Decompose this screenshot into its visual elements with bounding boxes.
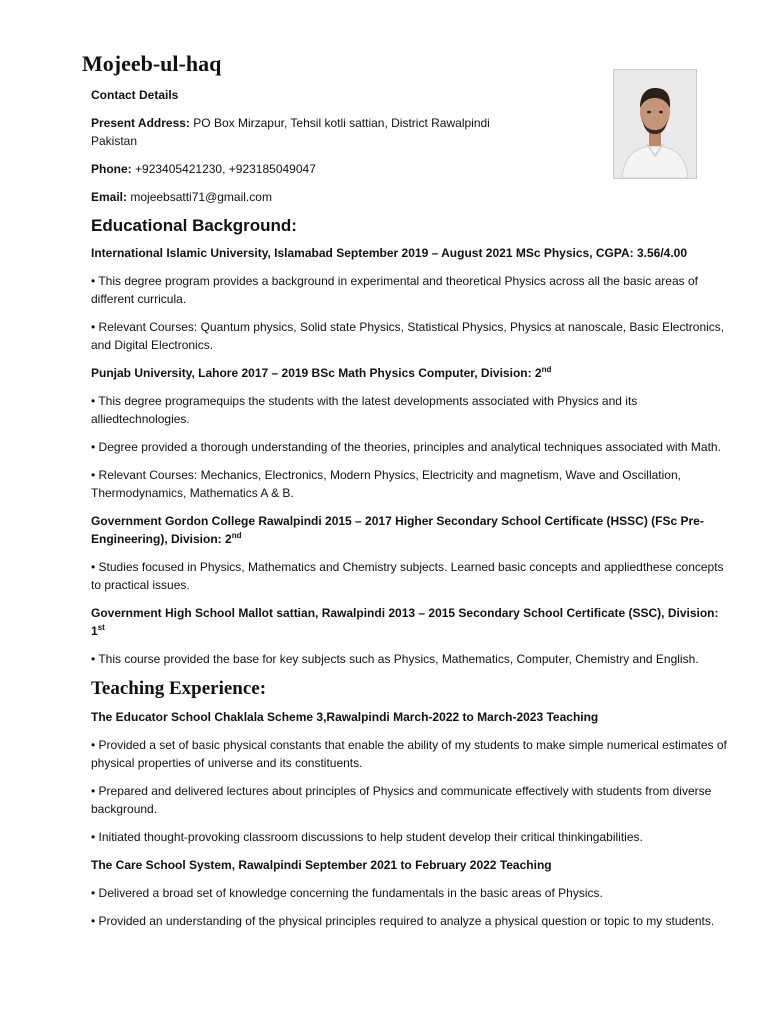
education-entry-title: International Islamic University, Islamabad September 2019 – August 2021 MSc Physics, CGPA: 3.56/4.00 (91, 246, 688, 260)
phone-line (91, 160, 731, 178)
education-heading: Educational Background: (91, 216, 297, 235)
education-bullet: • Relevant Courses: Quantum physics, Solid state Physics, Statistical Physics, Physics at nanoscale, Basic Electronics, and Digital Electronics. (91, 320, 725, 352)
education-bullet: • This degree program provides a background in experimental and theoretical Physics across all the basic areas of different curricula. (91, 274, 698, 306)
address-line (91, 114, 521, 150)
email-line (91, 188, 731, 206)
education-entry-title: Punjab University, Lahore 2017 – 2019 BSc Math Physics Computer, Division: 2nd (91, 365, 552, 380)
teaching-entry-title: The Educator School Chaklala Scheme 3,Rawalpindi March-2022 to March-2023 Teaching (91, 710, 599, 724)
contact-heading: Contact Details (91, 88, 179, 102)
education-bullet: • Relevant Courses: Mechanics, Electronics, Modern Physics, Electricity and magnetism, Wave and Oscillation, Thermodynamics, Mathematics A & B. (91, 468, 681, 500)
candidate-name: Mojeeb-ul-haq (82, 51, 222, 76)
email-value: mojeebsatti71@gmail.com (130, 190, 272, 204)
teaching-bullet: • Prepared and delivered lectures about principles of Physics and communicate effectively with students from diverse background. (91, 784, 712, 816)
teaching-bullet: • Provided an understanding of the physical principles required to analyze a physical question or topic to my students. (91, 914, 715, 928)
phone-label: Phone: (91, 162, 132, 176)
teaching-entry-title: The Care School System, Rawalpindi September 2021 to February 2022 Teaching (91, 858, 552, 872)
address-value: PO Box Mirzapur, Tehsil kotli sattian, District Rawalpindi Pakistan (91, 116, 490, 148)
address-label: Present Address: (91, 116, 190, 130)
education-bullet: • This degree programequips the students with the latest developments associated with Physics and its alliedtechnologies. (91, 394, 638, 426)
email-label: Email: (91, 190, 128, 204)
education-bullet: • Degree provided a thorough understanding of the theories, principles and analytical techniques associated with Math. (91, 440, 721, 454)
education-entry-title: Government Gordon College Rawalpindi 2015 – 2017 Higher Secondary School Certificate (HSSC) (FSc Pre-Engineering), Division: 2nd (91, 514, 704, 546)
teaching-heading: Teaching Experience: (91, 678, 267, 699)
teaching-bullet: • Provided a set of basic physical constants that enable the ability of my students to make simple numerical estimates of physical properties of universe and its constituents. (91, 738, 727, 770)
education-bullet: • Studies focused in Physics, Mathematics and Chemistry subjects. Learned basic concepts and appliedthese concepts to practical issues. (91, 560, 724, 592)
teaching-bullet: • Delivered a broad set of knowledge concerning the fundamentals in the basic areas of Physics. (91, 886, 603, 900)
education-entry-title: Government High School Mallot sattian, Rawalpindi 2013 – 2015 Secondary School Certificate (SSC), Division: 1st (91, 606, 719, 638)
phone-value: +923405421230, +923185049047 (135, 162, 316, 176)
resume-content (91, 86, 731, 930)
education-bullet: • This course provided the base for key subjects such as Physics, Mathematics, Computer, Chemistry and English. (91, 652, 699, 666)
teaching-bullet: • Initiated thought-provoking classroom discussions to help student develop their critical thinkingabilities. (91, 830, 643, 844)
